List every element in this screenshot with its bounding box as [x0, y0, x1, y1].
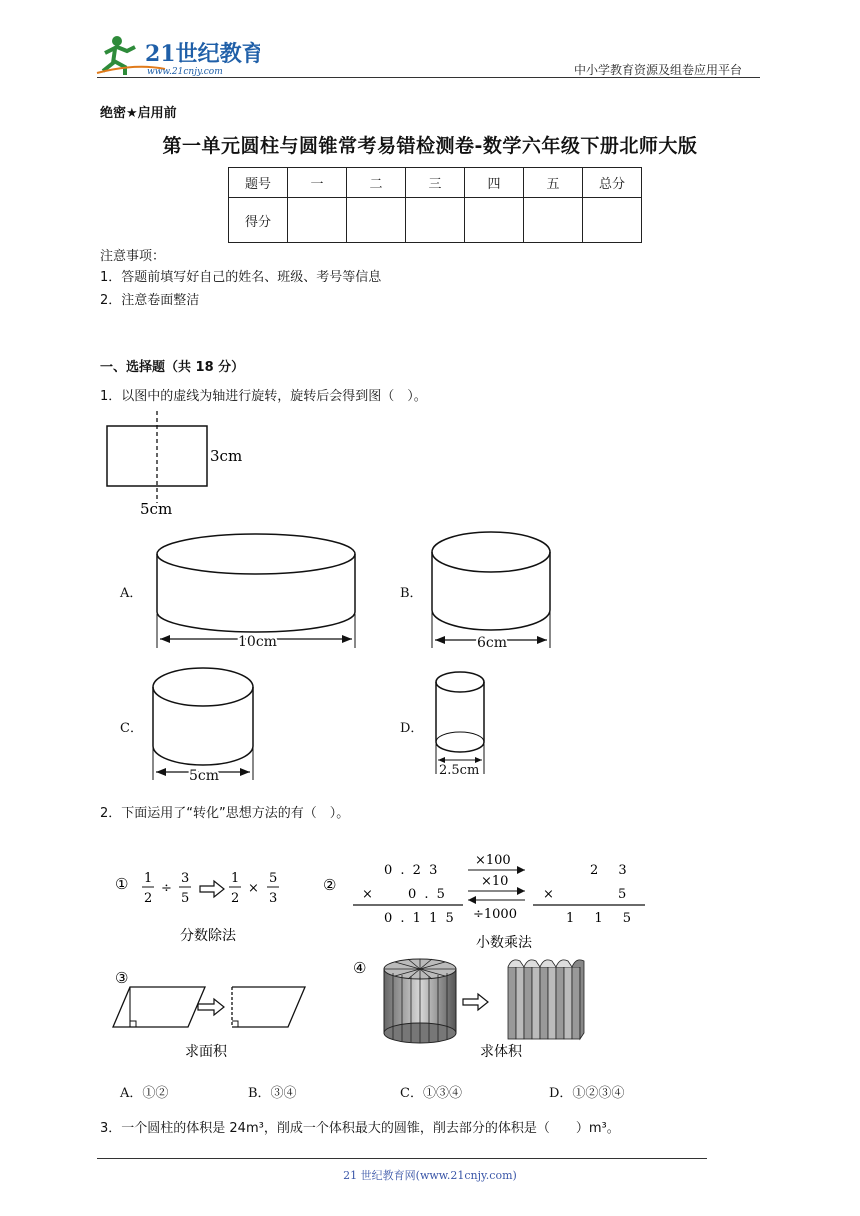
- q1-option-c-label[interactable]: C．: [120, 721, 143, 736]
- q1-option-a-cylinder[interactable]: [150, 530, 365, 655]
- svg-text:5cm: 5cm: [140, 500, 173, 518]
- secret-label: 绝密★启用前: [100, 106, 177, 121]
- q2-option-b[interactable]: B．③④: [248, 1086, 297, 1101]
- score-input-cell[interactable]: [465, 198, 524, 243]
- svg-text:×100: ×100: [475, 853, 511, 868]
- svg-text:21世纪教育: 21世纪教育: [145, 41, 260, 67]
- svg-text:6cm: 6cm: [477, 635, 508, 651]
- svg-text:3: 3: [181, 871, 190, 886]
- q1-option-a-label[interactable]: A．: [120, 586, 143, 601]
- svg-text:×: ×: [362, 887, 373, 902]
- score-input-cell[interactable]: [406, 198, 465, 243]
- q2-option-c[interactable]: C．①③④: [400, 1086, 462, 1101]
- svg-text:分数除法: 分数除法: [180, 928, 236, 944]
- score-input-cell[interactable]: [524, 198, 583, 243]
- svg-text:0 . 2 3: 0 . 2 3: [384, 863, 440, 878]
- page-title: 第一单元圆柱与圆锥常考易错检测卷-数学六年级下册北师大版: [162, 135, 698, 157]
- svg-text:÷: ÷: [161, 881, 172, 896]
- q1-option-d-cylinder[interactable]: [428, 668, 493, 780]
- svg-text:④: ④: [353, 959, 367, 977]
- svg-text:1: 1: [231, 871, 240, 886]
- score-input-cell[interactable]: [347, 198, 406, 243]
- svg-text:5: 5: [181, 891, 190, 906]
- q1-rectangle-figure: [100, 408, 260, 523]
- score-header-cell: 四: [465, 168, 524, 198]
- svg-text:求体积: 求体积: [480, 1044, 522, 1060]
- score-header-cell: 五: [524, 168, 583, 198]
- q2-fig2-decimal-multiplication: [318, 848, 648, 958]
- footer-text[interactable]: 21 世纪教育网(www.21cnjy.com): [343, 1169, 517, 1182]
- notice-item: 1．答题前填写好自己的姓名、班级、考号等信息: [100, 270, 382, 285]
- svg-text:2.5cm: 2.5cm: [439, 763, 480, 778]
- score-header-cell: 三: [406, 168, 465, 198]
- score-table: [228, 167, 642, 243]
- section-title: 一、选择题（共 18 分）: [100, 360, 245, 375]
- score-header-cell: 总分: [583, 168, 642, 198]
- header-divider: [97, 77, 760, 78]
- svg-text:小数乘法: 小数乘法: [476, 935, 532, 951]
- svg-text:2 3: 2 3: [590, 863, 635, 878]
- svg-text:3cm: 3cm: [210, 447, 243, 465]
- score-row-label: 得分: [229, 198, 288, 243]
- notice-item: 2．注意卷面整洁: [100, 293, 200, 308]
- q2-fig1-fraction-division: [110, 862, 295, 952]
- score-input-cell[interactable]: [288, 198, 347, 243]
- svg-text:1 1 5: 1 1 5: [566, 911, 640, 926]
- svg-text:2: 2: [144, 891, 153, 906]
- question-1-text: 1．以图中的虚线为轴进行旋转，旋转后会得到图（ ）。: [100, 389, 427, 404]
- site-logo: [95, 33, 260, 77]
- score-header-cell: 题号: [229, 168, 288, 198]
- score-input-cell[interactable]: [583, 198, 642, 243]
- notice-title: 注意事项：: [100, 249, 166, 264]
- svg-text:×10: ×10: [481, 874, 509, 889]
- score-header-cell: 一: [288, 168, 347, 198]
- q2-fig4-cylinder-volume: [350, 955, 600, 1065]
- score-header-cell: 二: [347, 168, 406, 198]
- svg-text:×: ×: [543, 887, 554, 902]
- svg-text:求面积: 求面积: [185, 1044, 227, 1060]
- q2-fig3-parallelogram-area: [110, 963, 315, 1063]
- svg-text:www.21cnjy.com: www.21cnjy.com: [147, 67, 223, 77]
- svg-text:5: 5: [269, 871, 278, 886]
- svg-text:5: 5: [618, 887, 627, 902]
- svg-text:2: 2: [231, 891, 240, 906]
- q1-option-c-cylinder[interactable]: [147, 664, 262, 786]
- question-2-text: 2．下面运用了“转化”思想方法的有（ ）。: [100, 806, 350, 821]
- svg-text:①: ①: [115, 875, 129, 893]
- q1-option-d-label[interactable]: D．: [400, 721, 424, 736]
- q2-option-d[interactable]: D．①②③④: [549, 1086, 625, 1101]
- q1-option-b-cylinder[interactable]: [425, 528, 560, 653]
- footer-divider: [97, 1158, 707, 1159]
- svg-text:3: 3: [269, 891, 278, 906]
- svg-text:1: 1: [144, 871, 153, 886]
- svg-text:0 . 5: 0 . 5: [408, 887, 447, 902]
- svg-text:10cm: 10cm: [238, 634, 277, 650]
- question-3-text: 3．一个圆柱的体积是 24m³，削成一个体积最大的圆锥，削去部分的体积是（ ）m³。: [100, 1121, 620, 1136]
- svg-text:0 . 1 1 5: 0 . 1 1 5: [384, 911, 456, 926]
- svg-text:÷1000: ÷1000: [473, 907, 517, 922]
- svg-text:5cm: 5cm: [189, 768, 220, 784]
- platform-name: 中小学教育资源及组卷应用平台: [574, 63, 743, 77]
- svg-text:②: ②: [323, 876, 337, 894]
- svg-text:③: ③: [115, 969, 129, 987]
- q1-option-b-label[interactable]: B．: [400, 586, 423, 601]
- svg-text:×: ×: [248, 881, 259, 896]
- q2-option-a[interactable]: A．①②: [120, 1086, 169, 1101]
